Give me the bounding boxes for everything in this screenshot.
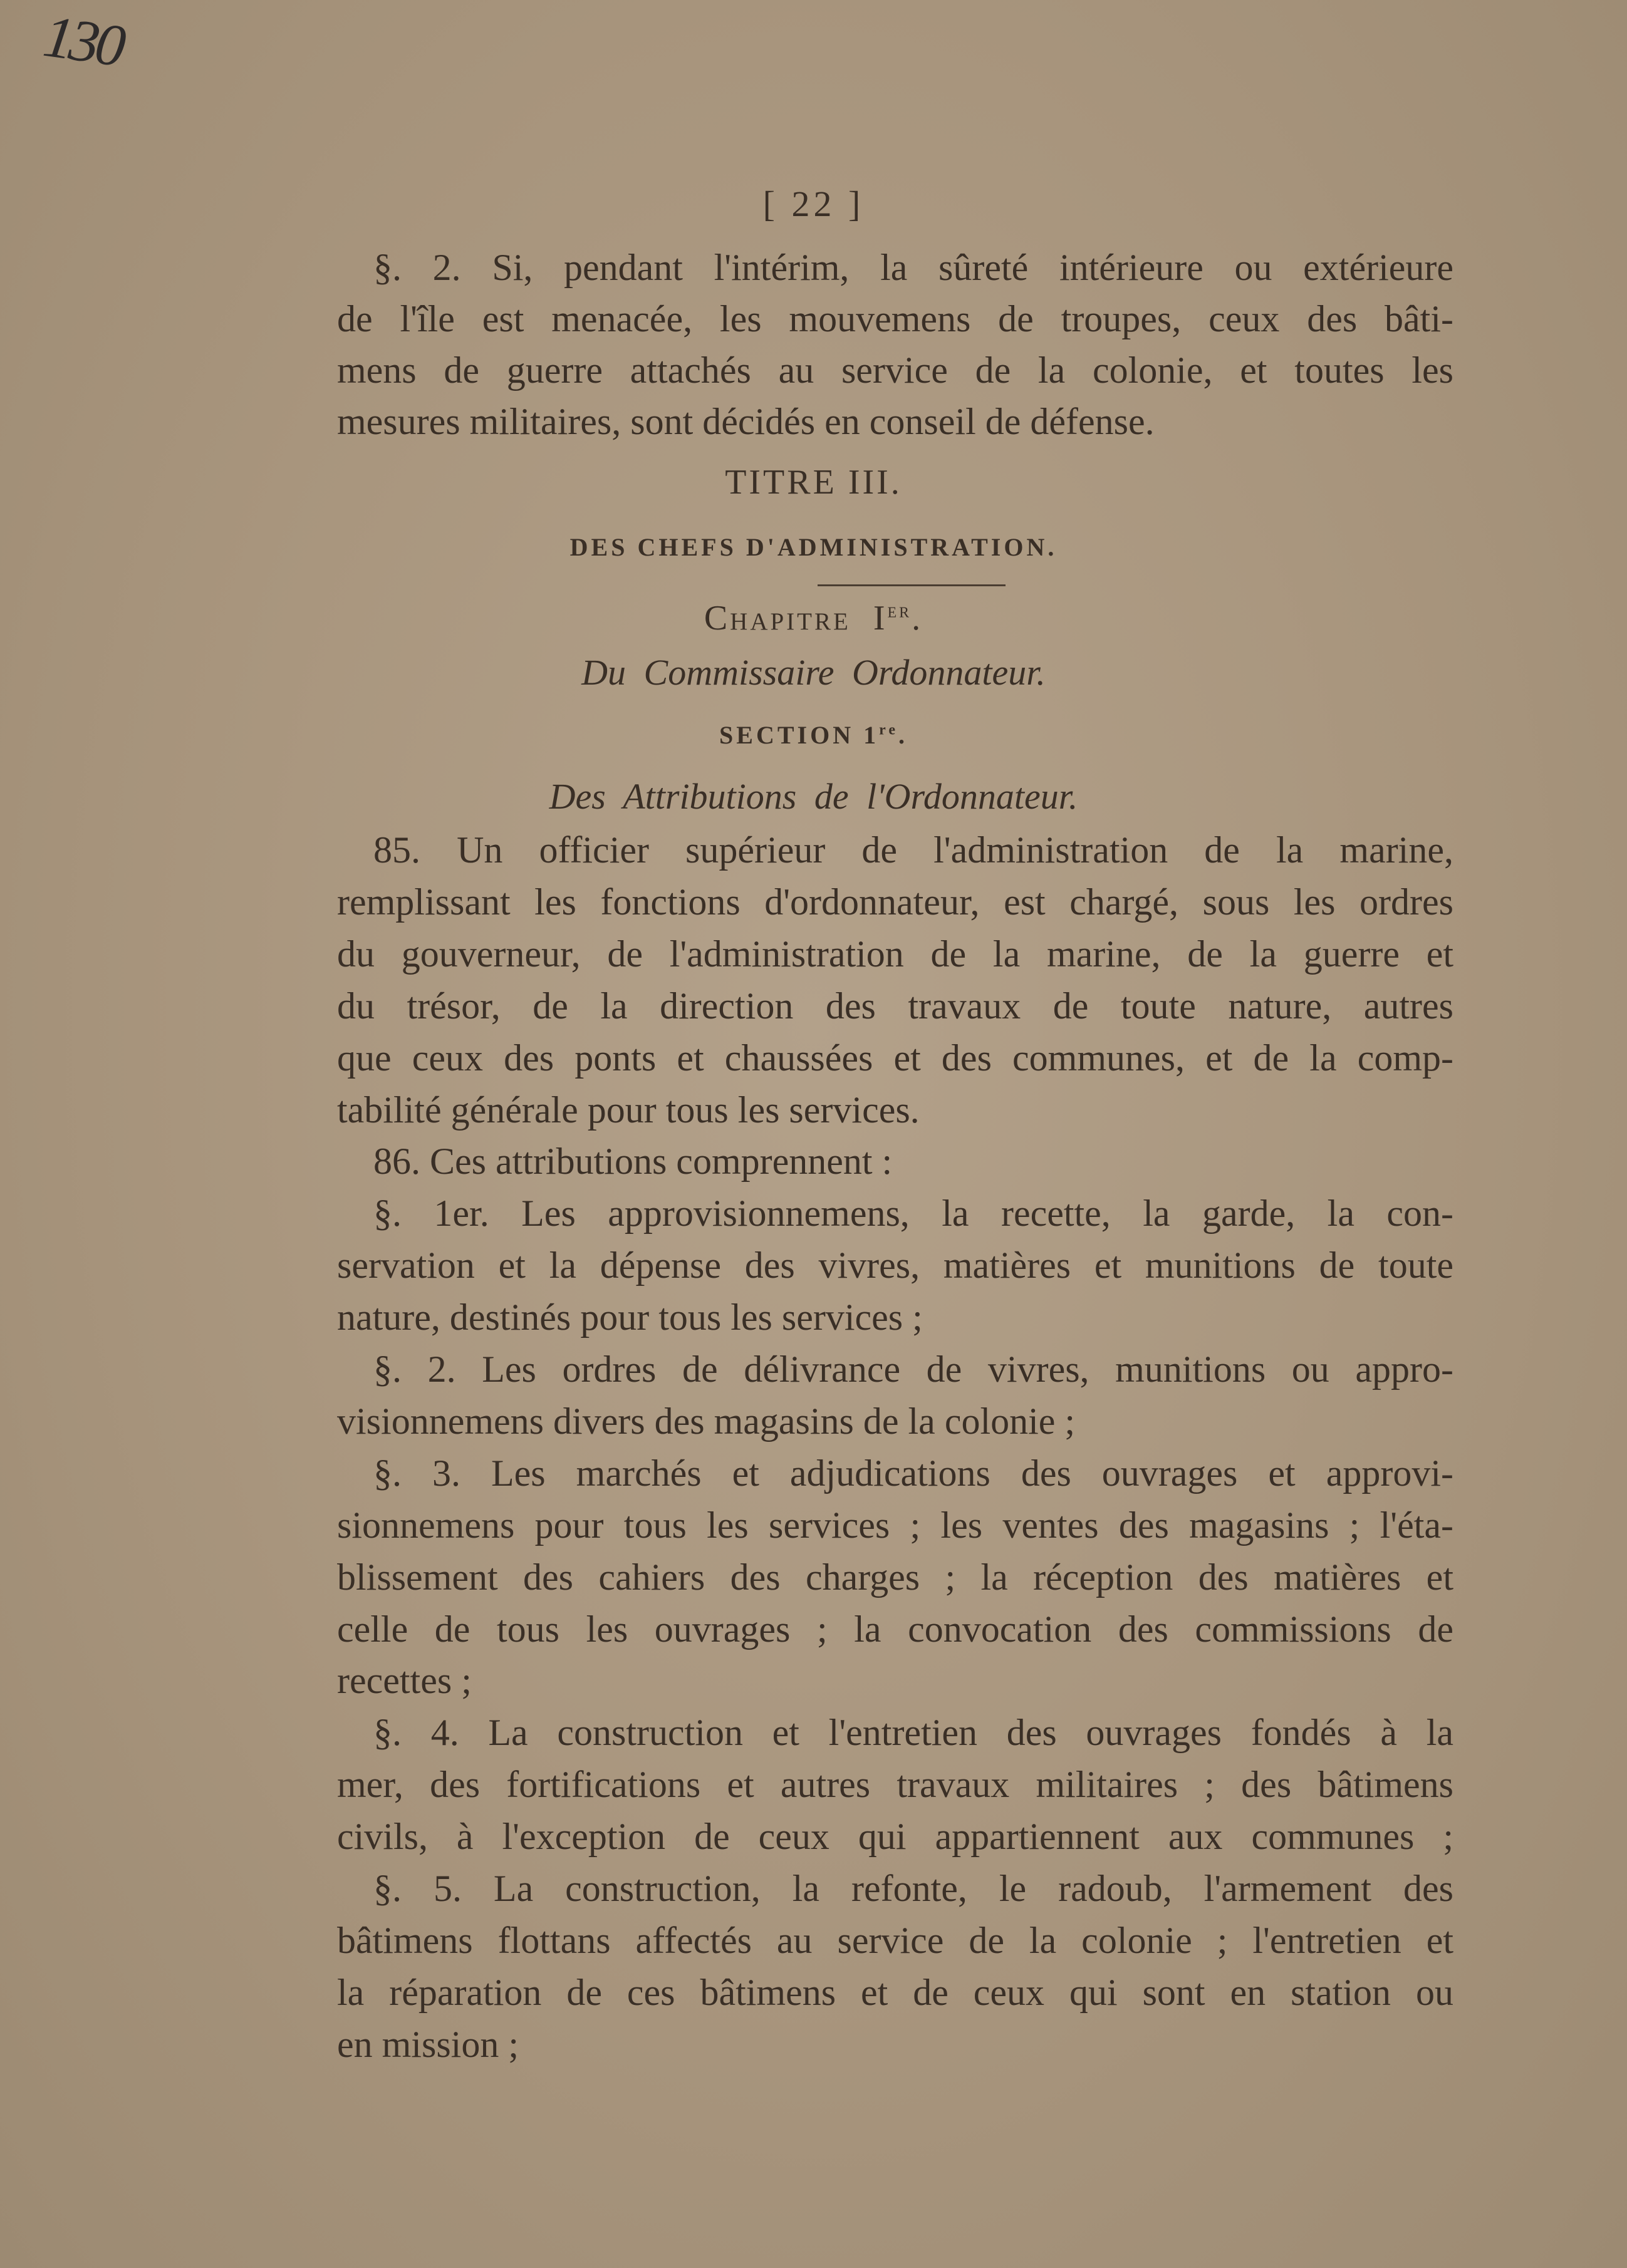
text-line: remplissant les fonctions d'ordonnateur, est chargé, sous les ordres — [337, 881, 1453, 923]
text-line: §. 4. La construction et l'entretien des ouvrages fondés à la — [373, 1712, 1453, 1754]
text-line: que ceux des ponts et chaussées et des communes, et de la comp- — [337, 1037, 1453, 1079]
chapitre-label: Chapitre — [704, 599, 851, 638]
text-line: §. 2. Les ordres de délivrance de vivres, munitions ou appro- — [373, 1349, 1453, 1390]
text-line: nature, destinés pour tous les services ; — [337, 1297, 923, 1339]
text-line: §. 3. Les marchés et adjudications des ouvrages et approvi- — [373, 1452, 1453, 1494]
text-line: mesures militaires, sont décidés en conseil de défense. — [337, 401, 1155, 442]
text-line: sionnemens pour tous les services ; les ventes des magasins ; l'éta- — [337, 1504, 1453, 1546]
text-line: civils, à l'exception de ceux qui appartiennent aux communes ; — [337, 1816, 1453, 1858]
text-line: en mission ; — [337, 2023, 519, 2065]
handwritten-folio-mark: 130 — [39, 2, 127, 80]
text-line: §. 5. La construction, la refonte, le radoub, l'armement des — [373, 1868, 1453, 1909]
text-line: 85. Un officier supérieur de l'administration de la marine, — [373, 829, 1453, 871]
text-line: de l'île est menacée, les mouvemens de troupes, ceux des bâti- — [337, 298, 1453, 339]
chapitre-number: I — [873, 599, 888, 638]
section-end: . — [898, 721, 908, 749]
text-line: 86. Ces attributions comprennent : — [373, 1141, 893, 1183]
chapitre-heading — [0, 598, 1627, 638]
divider-rule — [818, 584, 1006, 586]
chapitre-end: . — [912, 599, 923, 638]
text-line: mer, des fortifications et autres travaux militaires ; des bâtimens — [337, 1764, 1453, 1806]
text-line: §. 1er. Les approvisionnemens, la recette, la garde, la con- — [373, 1193, 1453, 1235]
chapitre-title: Du Commissaire Ordonnateur. — [581, 652, 1046, 693]
text-line: celle de tous les ouvrages ; la convocation des commissions de — [337, 1608, 1453, 1650]
section-title: Des Attributions de l'Ordonnateur. — [549, 776, 1078, 817]
section-label: SECTION 1 — [719, 721, 880, 749]
text-line: mens de guerre attachés au service de la colonie, et toutes les — [337, 350, 1453, 391]
text-line: §. 2. Si, pendant l'intérim, la sûreté intérieure ou extérieure — [373, 247, 1453, 288]
text-line: du gouverneur, de l'administration de la marine, de la guerre et — [337, 933, 1453, 975]
chapitre-sup: er — [887, 599, 912, 623]
text-line: servation et la dépense des vivres, matières et munitions de toute — [337, 1245, 1453, 1287]
text-line: bâtimens flottans affectés au service de la colonie ; l'entretien et — [337, 1919, 1453, 1961]
titre-subtitle: DES CHEFS D'ADMINISTRATION. — [569, 533, 1058, 561]
text-line: tabilité générale pour tous les services. — [337, 1089, 920, 1131]
text-line: blissement des cahiers des charges ; la réception des matières et — [337, 1556, 1453, 1598]
text-line: la réparation de ces bâtimens et de ceux qui sont en station ou — [337, 1971, 1453, 2013]
text-line: du trésor, de la direction des travaux de toute nature, autres — [337, 985, 1453, 1027]
section-sup: re — [879, 722, 898, 738]
page-number: [ 22 ] — [762, 184, 865, 224]
section-heading — [0, 720, 1627, 750]
text-line: recettes ; — [337, 1660, 472, 1702]
titre-heading: TITRE III. — [725, 463, 902, 502]
text-line: visionnemens divers des magasins de la colonie ; — [337, 1400, 1076, 1442]
